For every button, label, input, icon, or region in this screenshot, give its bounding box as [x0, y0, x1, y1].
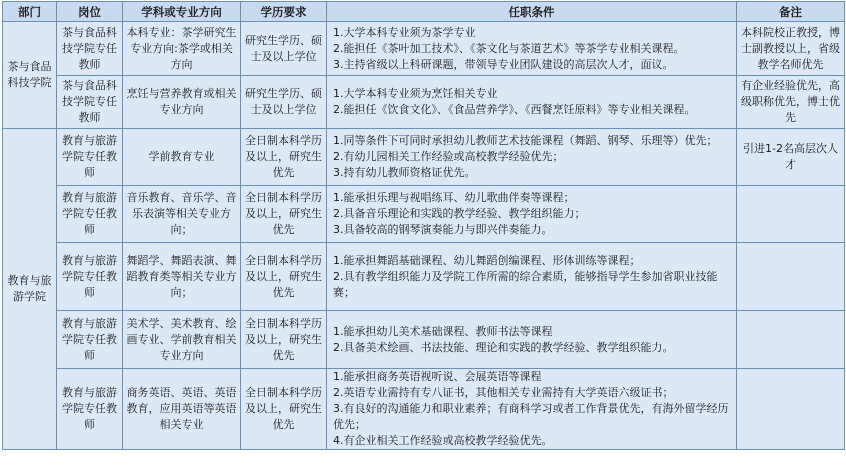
major-cell: 商务英语、英语、英语教育，应用英语等英语相关专业 [123, 369, 241, 450]
requirement-line: 1.能承担幼儿美术基础课程、教师书法等课程 [333, 324, 553, 338]
position-cell: 茶与食品科技学院专任教师 [57, 22, 123, 76]
requirements-cell [327, 311, 737, 369]
requirement-line: 1.能承担舞蹈基础课程、幼儿舞蹈创编课程、形体训练等课程； [333, 253, 641, 267]
remarks-cell [737, 186, 845, 243]
requirements-cell [327, 129, 737, 186]
position-cell: 教育与旅游学院专任教师 [57, 186, 123, 243]
requirement-line: 2.具备美术绘画、书法技能、理论和实践的教学经验、教学组织能力。 [333, 340, 674, 354]
dept-cell: 教育与旅游学院 [3, 129, 57, 450]
remarks-cell [737, 369, 845, 450]
requirements-cell [327, 243, 737, 311]
requirement-line: 2.能担任《茶叶加工技术》、《茶文化与茶道艺术》等茶学专业相关课程。 [333, 41, 685, 55]
position-cell: 教育与旅游学院专任教师 [57, 243, 123, 311]
major-cell: 学前教育专业 [123, 129, 241, 186]
remarks-cell [737, 311, 845, 369]
requirement-line: 1.同等条件下可同时承担幼儿教师艺术技能课程（舞蹈、钢琴、乐理等）优先； [333, 134, 718, 147]
requirement-line: 3.具备较高的钢琴演奏能力与即兴伴奏能力。 [333, 223, 553, 236]
remarks-cell: 有企业经验优先，高级职称优先，博士优先 [737, 76, 845, 129]
table-row [3, 243, 845, 311]
remarks-cell: 引进1-2名高层次人才 [737, 129, 845, 186]
requirement-line: 3.主持省级以上科研课题，带领导专业团队建设的高层次人才，面议。 [333, 57, 674, 71]
education-cell: 全日制本科学历及以上，研究生优先 [241, 369, 327, 450]
major-cell: 舞蹈学、舞蹈表演、舞蹈教育类等相关专业方向； [123, 243, 241, 311]
education-cell: 研究生学历、硕士及以上学位 [241, 22, 327, 76]
major-cell: 音乐教育、音乐学、音乐表演等相关专业方向； [123, 186, 241, 243]
header-dept: 部门 [3, 2, 57, 22]
header-remarks: 备注 [737, 2, 845, 22]
requirement-line: 1.能承担乐理与视唱练耳、幼儿歌曲伴奏等课程； [333, 191, 575, 204]
education-cell: 全日制本科学历及以上，研究生优先 [241, 129, 327, 186]
education-cell: 全日制本科学历及以上，研究生优先 [241, 243, 327, 311]
education-cell: 全日制本科学历及以上，研究生优先 [241, 186, 327, 243]
remarks-cell [737, 243, 845, 311]
requirement-line: 2.具备音乐理论和实践的教学经验、教学组织能力； [333, 207, 586, 220]
major-cell: 烹饪与营养教育或相关专业方向 [123, 76, 241, 129]
table-row [3, 22, 845, 76]
recruitment-table [2, 1, 845, 450]
table-row [3, 186, 845, 243]
requirement-line: 2.英语专业需持有专八证书，其他相关专业需持有大学英语六级证书； [333, 386, 674, 399]
education-cell: 全日制本科学历及以上，研究生优先 [241, 311, 327, 369]
table-row [3, 369, 845, 450]
table-row [3, 76, 845, 129]
requirements-cell [327, 369, 737, 450]
requirement-line: 2.具有教学组织能力及学院工作所需的综合素质，能够指导学生参加省职业技能赛； [333, 269, 718, 299]
major-cell: 美术学、美术教育、绘画专业、学前教育相关专业方向 [123, 311, 241, 369]
position-cell: 教育与旅游学院专任教师 [57, 129, 123, 186]
requirement-line: 3.有良好的沟通能力和职业素养；有商科学习或者工作背景优先，有海外留学经历优先； [333, 402, 729, 431]
remarks-cell: 本科院校正教授，博士副教授以上，省级教学名师优先 [737, 22, 845, 76]
requirement-line: 1.大学本科专业须为茶学专业 [333, 25, 476, 39]
requirement-line: 4.有企业相关工作经验或高校教学经验优先。 [333, 434, 553, 447]
requirements-cell [327, 76, 737, 129]
header-position: 岗位 [57, 2, 123, 22]
requirement-line: 2.有幼儿园相关工作经验或高校教学经验优先； [333, 150, 564, 163]
education-cell: 研究生学历、硕士及以上学位 [241, 76, 327, 129]
table-row [3, 129, 845, 186]
header-row [3, 2, 845, 22]
dept-cell: 茶与食品科技学院 [3, 22, 57, 129]
requirement-line: 2.能担任《饮食文化》、《食品营养学》、《西餐烹饪原料》等专业相关课程。 [333, 103, 696, 116]
header-education: 学历要求 [241, 2, 327, 22]
position-cell: 教育与旅游学院专任教师 [57, 311, 123, 369]
requirements-cell [327, 186, 737, 243]
header-requirements: 任职条件 [327, 2, 737, 22]
major-cell: 本科专业：茶学研究生专业方向:茶学或相关方向 [123, 22, 241, 76]
position-cell: 教育与旅游学院专任教师 [57, 369, 123, 450]
header-major: 学科或专业方向 [123, 2, 241, 22]
requirement-line: 1.能承担商务英语视听说、会展英语等课程 [333, 370, 542, 383]
position-cell: 茶与食品科技学院专任教师 [57, 76, 123, 129]
requirement-line: 1.大学本科专业须为烹饪相关专业 [333, 87, 498, 100]
requirements-cell [327, 22, 737, 76]
requirement-line: 3.持有幼儿教师资格证优先。 [333, 166, 476, 179]
table-row [3, 311, 845, 369]
